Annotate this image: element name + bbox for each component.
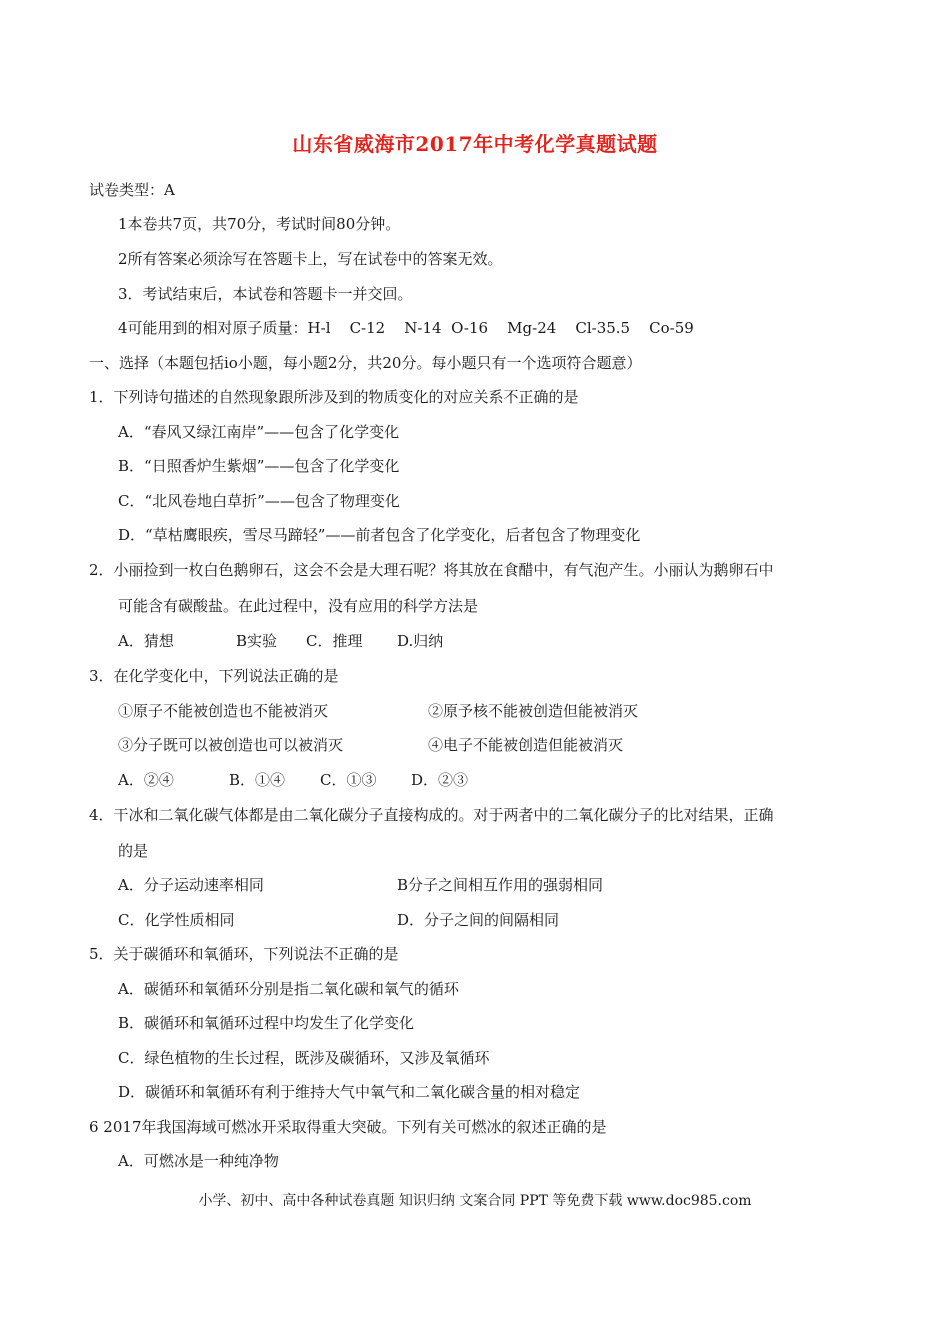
- q3-statement-4: ④电子不能被创造但能被消灭: [428, 736, 624, 754]
- q4-option-a: A．分子运动速率相同: [118, 876, 264, 894]
- q4-stem-cont: 的是: [118, 842, 149, 860]
- q5-option-d: D．碳循环和氧循环有利于维持大气中氧气和二氧化碳含量的相对稳定: [118, 1083, 581, 1101]
- q5-option-a: A．碳循环和氧循环分别是指二氧化碳和氧气的循环: [118, 980, 459, 998]
- q2-stem: 2．小丽捡到一枚白色鹅卵石，这会不会是大理石呢？将其放在食醋中，有气泡产生。小丽认为鹅卵石中: [89, 561, 774, 579]
- q6-stem: 6 2017年我国海域可燃冰开采取得重大突破。下列有关可燃冰的叙述正确的是: [89, 1118, 607, 1136]
- q6-option-a: A．可燃冰是一种纯净物: [118, 1152, 279, 1170]
- q2-option-a: A．猜想: [118, 632, 174, 650]
- q3-option-d: D．②③: [411, 771, 469, 789]
- note-2: 2所有答案必须涂写在答题卡上，写在试卷中的答案无效。: [118, 250, 503, 268]
- q4-option-d: D．分子之间的间隔相同: [397, 911, 560, 929]
- q2-option-d: D.归纳: [397, 632, 444, 650]
- q3-statement-1: ①原子不能被创造也不能被消灭: [118, 702, 329, 720]
- q3-option-b: B．①④: [229, 771, 286, 789]
- q5-option-c: C．绿色植物的生长过程，既涉及碳循环，又涉及氧循环: [118, 1049, 490, 1067]
- q3-statement-2: ②原予核不能被创造但能被消灭: [428, 702, 639, 720]
- q5-stem: 5．关于碳循环和氧循环，下列说法不正确的是: [89, 945, 399, 963]
- q2-stem-cont: 可能含有碳酸盐。在此过程中，没有应用的科学方法是: [118, 597, 479, 615]
- q4-stem: 4．干冰和二氧化碳气体都是由二氧化碳分子直接构成的。对于两者中的二氧化碳分子的比对结果，正确: [89, 806, 774, 824]
- q2-option-c: C．推理: [306, 632, 363, 650]
- page-title: 山东省威海市2017年中考化学真题试题: [292, 132, 658, 156]
- q3-option-c: C．①③: [320, 771, 377, 789]
- q5-option-b: B．碳循环和氧循环过程中均发生了化学变化: [118, 1014, 415, 1032]
- q3-stem: 3．在化学变化中，下列说法正确的是: [89, 667, 339, 685]
- note-4: 4可能用到的相对原子质量：H-l C-12 N-14 O-16 Mg-24 Cl-35.5 Co-59: [118, 319, 694, 337]
- note-1: 1本卷共7页，共70分，考试时间80分钟。: [118, 215, 401, 233]
- note-3: 3．考试结束后，本试卷和答题卡一并交回。: [118, 285, 413, 303]
- q1-option-c: C．“北风卷地白草折”——包含了物理变化: [118, 492, 400, 510]
- q1-option-b: B．“日照香炉生紫烟”——包含了化学变化: [118, 457, 400, 475]
- q2-option-b: B实验: [236, 632, 278, 650]
- q3-option-a: A．②④: [118, 771, 174, 789]
- q1-stem: 1．下列诗句描述的自然现象跟所涉及到的物质变化的对应关系不正确的是: [89, 388, 579, 406]
- q1-option-a: A．“春风又绿江南岸”——包含了化学变化: [118, 423, 400, 441]
- section-heading: 一、选择（本题包括io小题，每小题2分，共20分。每小题只有一个选项符合题意）: [89, 354, 642, 372]
- q4-option-c: C．化学性质相同: [118, 911, 235, 929]
- q1-option-d: D．“草枯鹰眼疾，雪尽马蹄轻”——前者包含了化学变化，后者包含了物理变化: [118, 526, 641, 544]
- q3-statement-3: ③分子既可以被创造也可以被消灭: [118, 736, 344, 754]
- footer-text: 小学、初中、高中各种试卷真题 知识归纳 文案合同 PPT 等免费下载 www.doc985.com: [198, 1193, 752, 1209]
- q4-option-b: B分子之间相互作用的强弱相同: [397, 876, 604, 894]
- paper-type: 试卷类型：A: [89, 181, 175, 199]
